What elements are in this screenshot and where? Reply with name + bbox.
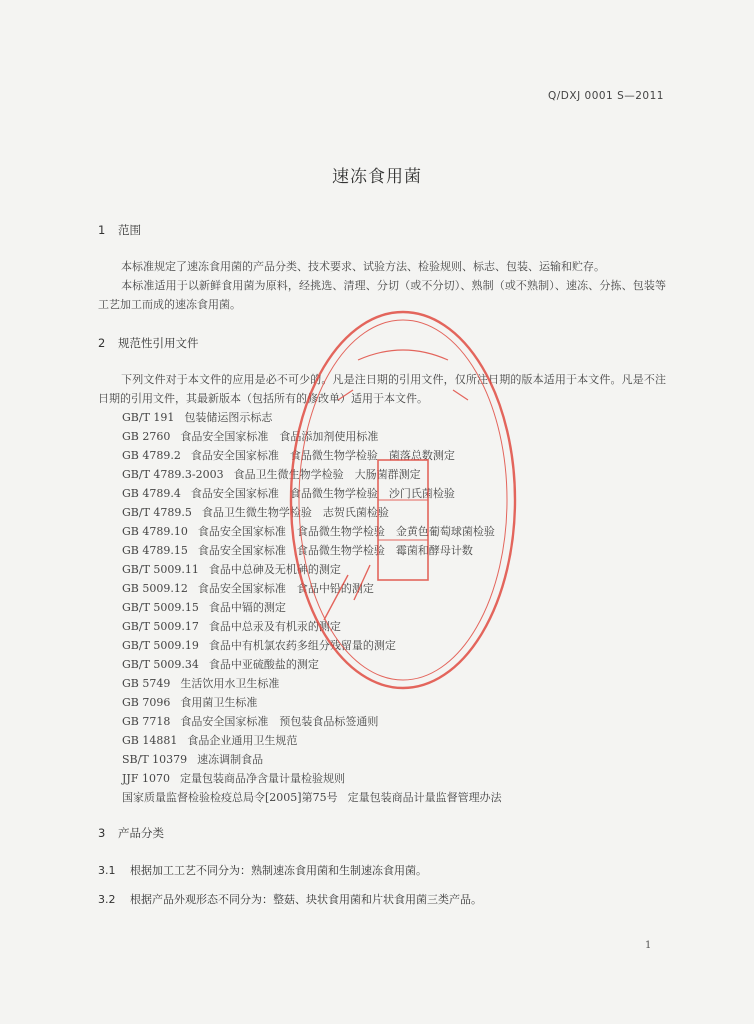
reference-item <box>122 427 502 446</box>
reference-item <box>122 655 502 674</box>
scope-text-1: 本标准规定了速冻食用菌的产品分类、技术要求、试验方法、检验规则、标志、包装、运输和贮存。 <box>121 260 605 273</box>
clause-3-1 <box>98 862 427 878</box>
clause-number: 3.1 <box>98 864 116 877</box>
reference-item <box>122 617 502 636</box>
reference-code: GB 7096 <box>122 696 171 709</box>
scope-paragraph-1 <box>98 258 666 277</box>
reference-title: 食品安全国家标准 预包装食品标签通则 <box>180 715 379 728</box>
section-title: 规范性引用文件 <box>118 336 199 350</box>
standard-code: Q/DXJ 0001 S—2011 <box>548 90 664 102</box>
reference-title: 食品卫生微生物学检验 大肠菌群测定 <box>233 468 421 481</box>
section-3-heading <box>98 825 164 841</box>
reference-title: 食品安全国家标准 食品微生物学检验 金黄色葡萄球菌检验 <box>197 525 495 538</box>
section-number: 2 <box>98 336 106 350</box>
reference-item <box>122 674 502 693</box>
reference-item <box>122 788 502 807</box>
reference-title: 食品中有机氯农药多组分残留量的测定 <box>208 639 396 652</box>
clause-text: 根据产品外观形态不同分为：整菇、块状食用菌和片状食用菌三类产品。 <box>130 893 482 906</box>
reference-item <box>122 636 502 655</box>
page-number: 1 <box>645 940 652 951</box>
reference-title: 食品中镉的测定 <box>208 601 286 614</box>
reference-code: GB 4789.2 <box>122 449 181 462</box>
reference-code: GB 2760 <box>122 430 171 443</box>
section-1-heading <box>98 222 141 238</box>
reference-code: GB 4789.10 <box>122 525 188 538</box>
reference-item <box>122 579 502 598</box>
reference-title: 定量包装商品计量监督管理办法 <box>347 791 502 804</box>
scope-paragraph-2 <box>98 277 666 314</box>
reference-item <box>122 731 502 750</box>
reference-code: GB 14881 <box>122 734 178 747</box>
reference-title: 食品卫生微生物学检验 志贺氏菌检验 <box>201 506 389 519</box>
reference-code: SB/T 10379 <box>122 753 188 766</box>
document-title: 速冻食用菌 <box>332 167 422 187</box>
clause-3-2 <box>98 891 482 907</box>
reference-item <box>122 769 502 788</box>
reference-item <box>122 541 502 560</box>
reference-item <box>122 484 502 503</box>
reference-item <box>122 750 502 769</box>
section-title: 范围 <box>118 223 141 237</box>
reference-item <box>122 560 502 579</box>
reference-title: 食品安全国家标准 食品添加剂使用标准 <box>180 430 379 443</box>
reference-code: GB/T 5009.15 <box>122 601 199 614</box>
reference-code: GB 7718 <box>122 715 171 728</box>
reference-code: GB 5009.12 <box>122 582 188 595</box>
reference-code: JJF 1070 <box>122 772 170 785</box>
reference-item <box>122 693 502 712</box>
reference-code: GB/T 5009.11 <box>122 563 199 576</box>
reference-title: 食品中亚硫酸盐的测定 <box>208 658 319 671</box>
reference-item <box>122 465 502 484</box>
reference-code: GB/T 4789.5 <box>122 506 192 519</box>
reference-item <box>122 522 502 541</box>
reference-item <box>122 712 502 731</box>
reference-title: 食品安全国家标准 食品中铅的测定 <box>197 582 374 595</box>
reference-code: GB 4789.4 <box>122 487 181 500</box>
reference-code: GB/T 5009.34 <box>122 658 199 671</box>
reference-title: 食品中总砷及无机砷的测定 <box>208 563 341 576</box>
references-intro <box>98 371 666 408</box>
scope-text-2: 本标准适用于以新鲜食用菌为原料，经挑选、清理、分切（或不分切）、熟制（或不熟制）、速冻、分拣、包装等工艺加工而成的速冻食用菌。 <box>98 279 666 311</box>
reference-code: GB/T 5009.19 <box>122 639 199 652</box>
reference-code: GB/T 191 <box>122 411 175 424</box>
reference-title: 食品企业通用卫生规范 <box>187 734 298 747</box>
reference-item <box>122 408 502 427</box>
reference-title: 食品安全国家标准 食品微生物学检验 霉菌和酵母计数 <box>197 544 473 557</box>
section-2-heading <box>98 335 199 351</box>
references-intro-text: 下列文件对于本文件的应用是必不可少的。凡是注日期的引用文件，仅所注日期的版本适用于本文件。凡是不注日期的引用文件，其最新版本（包括所有的修改单）适用于本文件。 <box>98 373 666 405</box>
reference-item <box>122 446 502 465</box>
reference-code: GB/T 5009.17 <box>122 620 199 633</box>
clause-text: 根据加工工艺不同分为：熟制速冻食用菌和生制速冻食用菌。 <box>130 864 427 877</box>
section-title: 产品分类 <box>118 826 164 840</box>
reference-code: 国家质量监督检验检疫总局令[2005]第75号 <box>122 791 338 804</box>
section-number: 1 <box>98 223 106 237</box>
reference-item <box>122 503 502 522</box>
reference-title: 食用菌卫生标准 <box>180 696 258 709</box>
reference-code: GB/T 4789.3-2003 <box>122 468 224 481</box>
section-number: 3 <box>98 826 106 840</box>
reference-title: 食品安全国家标准 食品微生物学检验 沙门氏菌检验 <box>190 487 455 500</box>
clause-number: 3.2 <box>98 893 116 906</box>
reference-title: 速冻调制食品 <box>197 753 264 766</box>
reference-title: 包装储运图示标志 <box>184 411 273 424</box>
reference-title: 食品安全国家标准 食品微生物学检验 菌落总数测定 <box>190 449 455 462</box>
reference-code: GB 5749 <box>122 677 171 690</box>
reference-code: GB 4789.15 <box>122 544 188 557</box>
reference-list <box>122 408 502 807</box>
reference-title: 定量包装商品净含量计量检验规则 <box>179 772 345 785</box>
reference-title: 生活饮用水卫生标准 <box>180 677 280 690</box>
reference-title: 食品中总汞及有机汞的测定 <box>208 620 341 633</box>
reference-item <box>122 598 502 617</box>
